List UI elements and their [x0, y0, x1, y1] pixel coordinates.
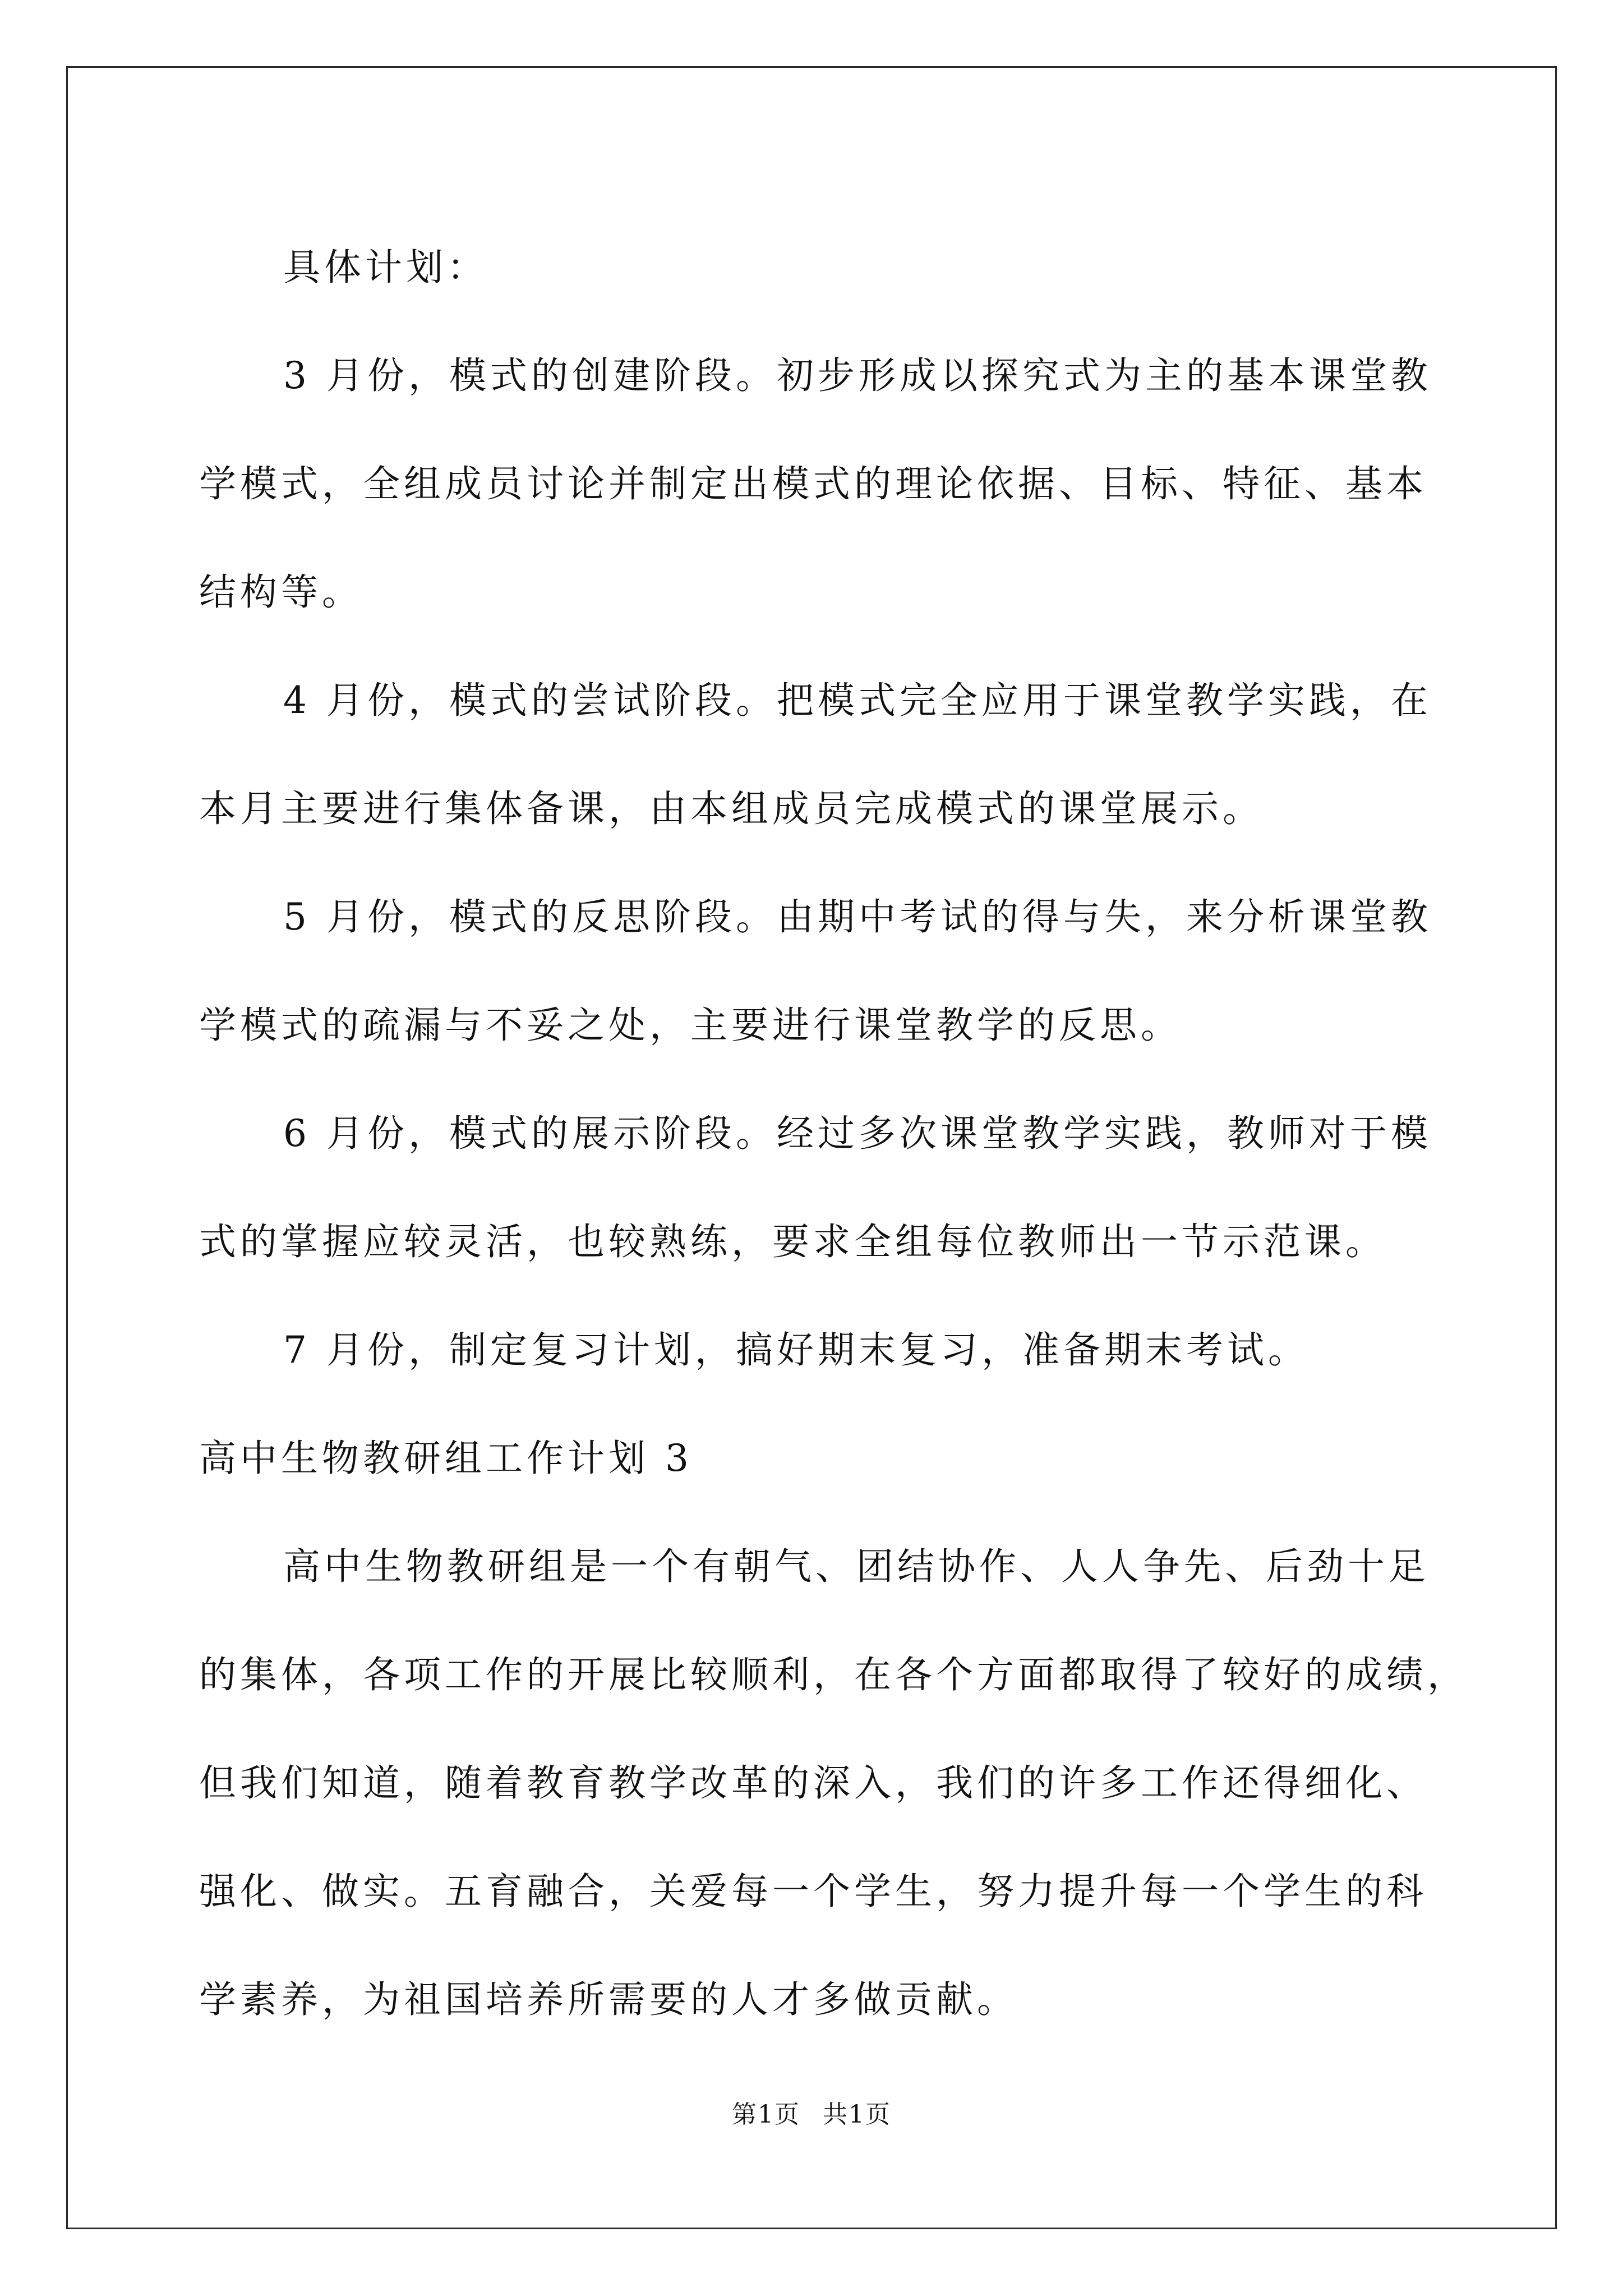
text-line: 强化、做实。五育融合，关爱每一个学生，努力提升每一个学生的科: [199, 1870, 1427, 1913]
text-line: 结构等。: [199, 570, 363, 614]
text-line: 具体计划：: [283, 246, 488, 289]
document-body: [199, 213, 1468, 2054]
text-line: 7 月份，制定复习计划，搞好期末复习，准备期末考试。: [283, 1328, 1309, 1372]
text-line: 5 月份，模式的反思阶段。由期中考试的得与失，来分析课堂教: [283, 895, 1432, 938]
text-line: 本月主要进行集体备课，由本组成员完成模式的课堂展示。: [199, 787, 1264, 830]
text-line: 的集体，各项工作的开展比较顺利，在各个方面都取得了较好的成绩，: [199, 1653, 1468, 1696]
text-line: 学素养，为祖国培养所需要的人才多做贡献。: [199, 1978, 1018, 2021]
text-line: 3 月份，模式的创建阶段。初步形成以探究式为主的基本课堂教: [283, 354, 1432, 397]
page-total: 共1页: [823, 2100, 891, 2129]
text-line: 高中生物教研组是一个有朝气、团结协作、人人争先、后劲十足: [283, 1545, 1430, 1588]
text-line: 6 月份，模式的展示阶段。经过多次课堂教学实践，教师对于模: [283, 1112, 1432, 1155]
page-number: 第1页: [732, 2100, 800, 2129]
page-footer: [0, 2098, 1623, 2132]
text-line: 但我们知道，随着教育教学改革的深入，我们的许多工作还得细化、: [199, 1761, 1427, 1805]
text-line: 4 月份，模式的尝试阶段。把模式完全应用于课堂教学实践，在: [283, 679, 1432, 722]
text-line: 学模式，全组成员讨论并制定出模式的理论依据、目标、特征、基本: [199, 462, 1427, 505]
section-heading: 高中生物教研组工作计划 3: [199, 1437, 693, 1480]
text-line: 式的掌握应较灵活，也较熟练，要求全组每位教师出一节示范课。: [199, 1220, 1386, 1263]
text-line: 学模式的疏漏与不妥之处，主要进行课堂教学的反思。: [199, 1004, 1182, 1047]
